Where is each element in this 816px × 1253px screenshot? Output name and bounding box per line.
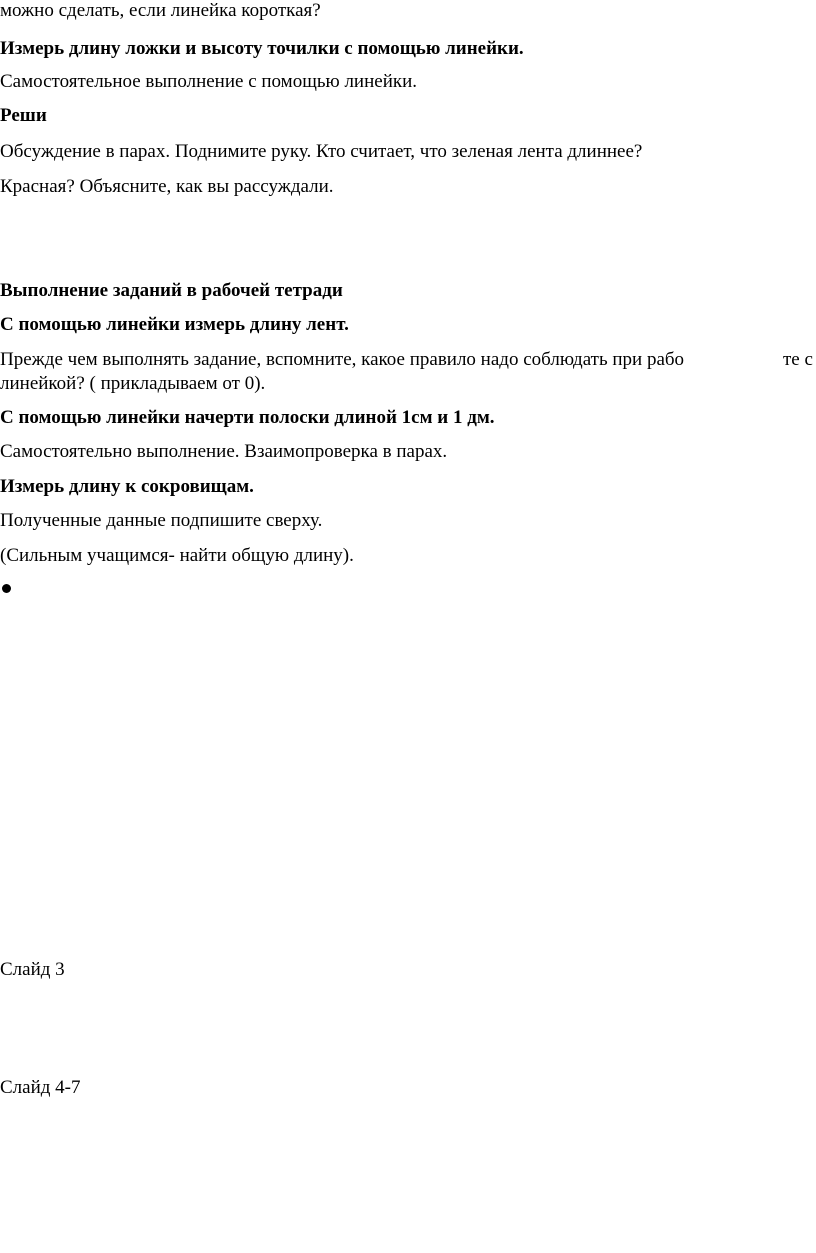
text-line-sign-data: Полученные данные подпишите сверху.: [0, 510, 323, 531]
text-line-slide-4-7: Слайд 4-7: [0, 1077, 81, 1098]
task-draw-strips: С помощью линейки начерти полоски длиной 1см и 1 дм.: [0, 407, 495, 428]
text-line-remember-rule-end: те с: [783, 349, 813, 370]
text-line-independent-ruler: Самостоятельное выполнение с помощью линейки.: [0, 71, 418, 92]
heading-solve: Реши: [0, 105, 47, 126]
text-line-ruler-from-zero: линейкой? ( прикладываем от 0).: [0, 373, 266, 394]
bullet-point: [2, 584, 11, 593]
task-measure-spoon: Измерь длину ложки и высоту точилки с помощью линейки.: [0, 38, 524, 59]
heading-workbook-tasks: Выполнение заданий в рабочей тетради: [0, 280, 343, 301]
text-line-red-explain: Красная? Объясните, как вы рассуждали.: [0, 176, 334, 197]
text-line-strong-students: (Сильным учащимся- найти общую длину).: [0, 545, 354, 566]
text-line-peer-check: Самостоятельно выполнение. Взаимопроверка в парах.: [0, 441, 448, 462]
text-line-discussion-pairs: Обсуждение в парах. Поднимите руку. Кто считает, что зеленая лента длиннее?: [0, 141, 643, 162]
text-line-slide-3: Слайд 3: [0, 959, 65, 980]
task-measure-treasure: Измерь длину к сокровищам.: [0, 476, 254, 497]
text-line-remember-rule: Прежде чем выполнять задание, вспомните, какое правило надо соблюдать при рабо: [0, 349, 685, 370]
task-measure-ribbons: С помощью линейки измерь длину лент.: [0, 314, 349, 335]
text-line-ruler-short: можно сделать, если линейка короткая?: [0, 0, 321, 21]
